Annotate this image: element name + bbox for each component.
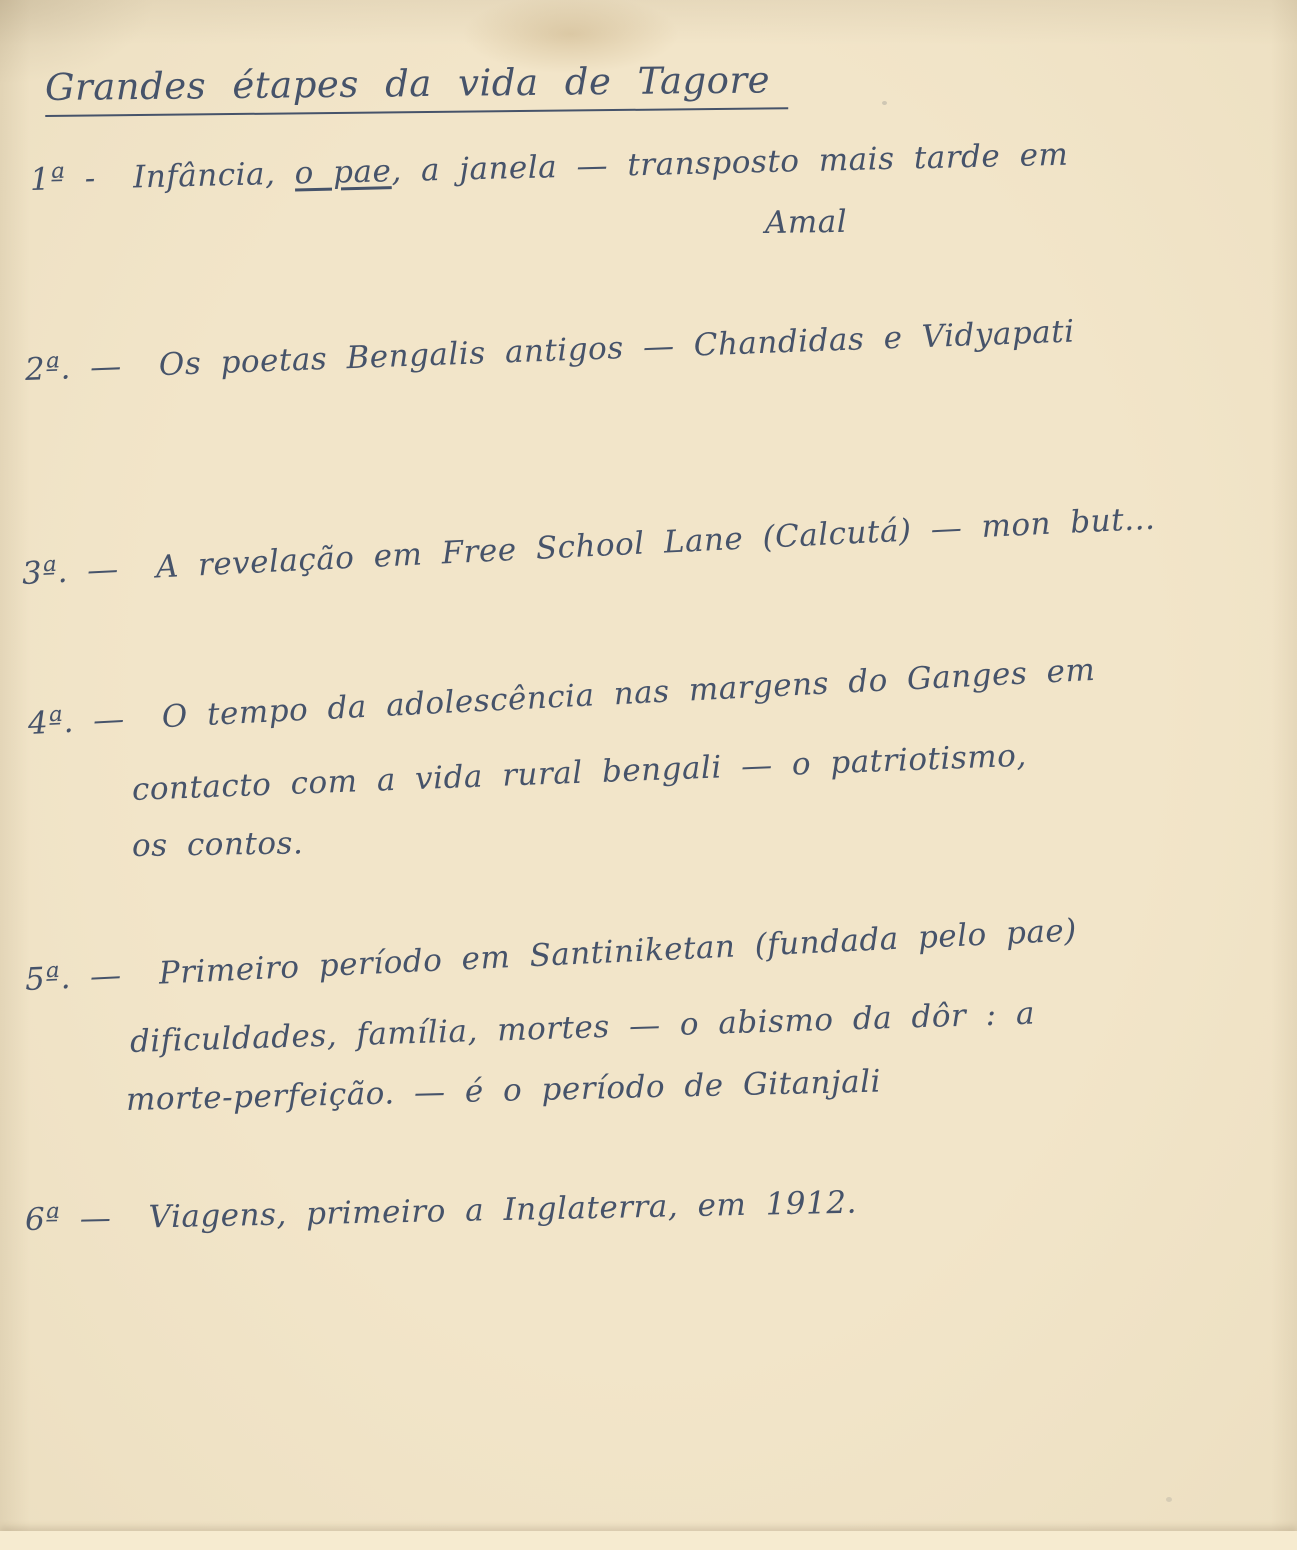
note-item-5-line-1	[24, 912, 1077, 998]
item-6-marker: 6ª —	[24, 1200, 112, 1238]
page-title: Grandes étapes da vida de Tagore	[45, 58, 789, 117]
item-2-marker: 2ª. —	[24, 348, 123, 388]
note-item-2	[24, 314, 1075, 388]
note-item-4-line-3: os contos.	[131, 825, 304, 864]
note-item-1-continuation: Amal	[764, 203, 848, 241]
ink-speck	[1166, 1497, 1172, 1502]
paper-bottom-edge	[0, 1531, 1297, 1550]
item-2-text: Os poetas Bengalis antigos — Chandidas e Vidyapati	[158, 313, 1076, 384]
item-1-marker: 1ª -	[29, 160, 97, 198]
item-4-text-line-1: O tempo da adolescência nas margens do Ganges em	[160, 651, 1097, 736]
item-5-marker: 5ª. —	[24, 957, 123, 998]
note-item-5-line-2: dificuldades, família, mortes — o abismo da dôr : a	[129, 995, 1036, 1060]
item-3-text: A revelação em Free School Lane (Calcutá) — mon but...	[154, 500, 1156, 586]
item-1-underlined-phrase: o pae	[294, 153, 392, 192]
item-6-text: Viagens, primeiro a Inglaterra, em 1912.	[148, 1184, 858, 1236]
note-item-4-line-1	[27, 652, 1096, 742]
note-item-5-line-3: morte-perfeição. — é o período de Gitanjali	[125, 1063, 882, 1118]
note-item-1	[30, 137, 1069, 198]
note-item-3	[21, 501, 1156, 592]
note-item-4-line-2: contacto com a vida rural bengali — o patriotismo,	[131, 737, 1028, 808]
note-item-6	[25, 1185, 858, 1238]
item-4-marker: 4ª. —	[27, 701, 126, 742]
item-1-text-pre: Infância,	[132, 156, 276, 196]
ink-speck	[882, 101, 887, 105]
item-1-text-post: , a janela — transposto mais tarde em	[390, 136, 1069, 190]
item-5-text-line-1: Primeiro período em Santiniketan (fundada pelo pae)	[158, 912, 1078, 992]
item-3-marker: 3ª. —	[21, 551, 120, 592]
